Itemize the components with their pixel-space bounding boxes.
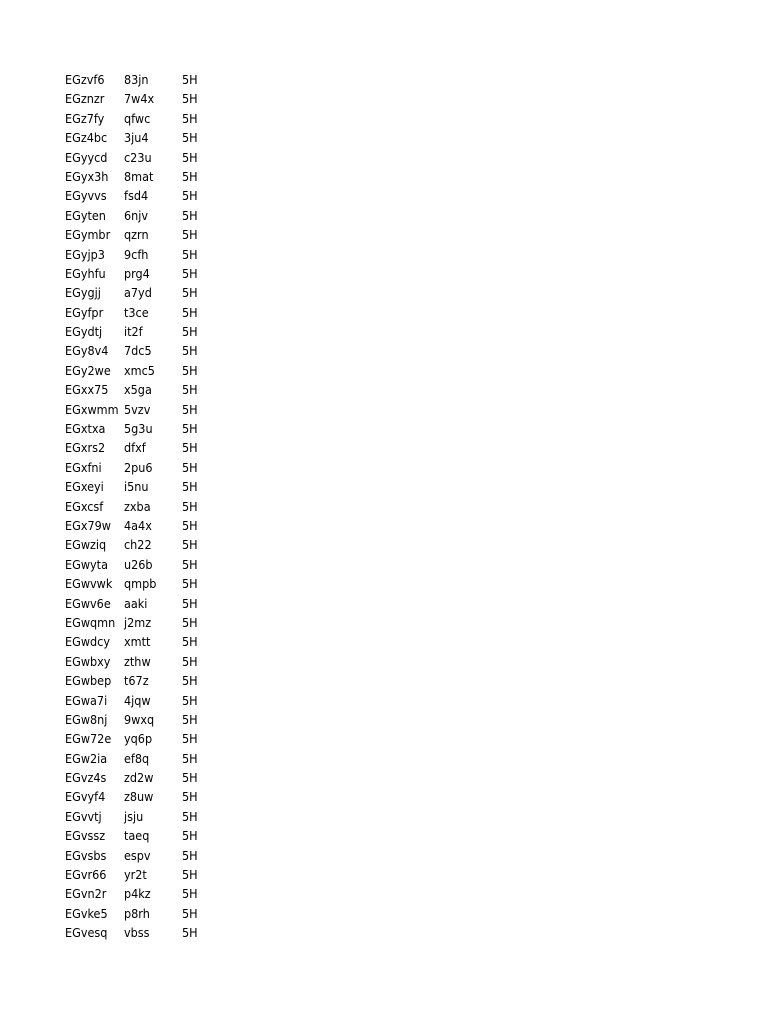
row-key-cell: x5ga: [124, 382, 152, 398]
row-value-cell: 5H: [182, 517, 198, 533]
row-value-cell: 5H: [182, 72, 198, 87]
row-code-cell: EGwv6e: [65, 595, 111, 611]
row-value-cell: 5H: [182, 285, 198, 301]
row-code-cell: EGymbr: [65, 227, 111, 243]
row-key-cell: 4a4x: [124, 517, 152, 533]
row-key-cell: jsju: [124, 808, 144, 824]
row-value-cell: 5H: [182, 401, 198, 417]
row-key-cell: 2pu6: [124, 459, 153, 475]
row-code-cell: EGxx75: [65, 382, 109, 398]
row-code-cell: EGw8nj: [65, 711, 108, 727]
row-value-cell: 5H: [182, 673, 198, 689]
row-key-cell: espv: [124, 847, 151, 863]
row-value-cell: 5H: [182, 653, 198, 669]
row-code-cell: EGyx3h: [65, 168, 109, 184]
row-key-cell: fsd4: [124, 188, 149, 204]
row-code-cell: EGyjp3: [65, 246, 105, 262]
row-code-cell: EGwbep: [65, 673, 112, 689]
row-code-cell: EGyvvs: [65, 188, 107, 204]
row-key-cell: p8rh: [124, 905, 150, 921]
row-key-cell: dfxf: [124, 440, 146, 456]
row-key-cell: it2f: [124, 324, 143, 340]
row-value-cell: 5H: [182, 789, 198, 805]
row-value-cell: 5H: [182, 227, 198, 243]
row-key-cell: c23u: [124, 149, 152, 165]
row-code-cell: EGvyf4: [65, 789, 106, 805]
row-key-cell: 7dc5: [124, 343, 152, 359]
row-code-cell: EGxeyi: [65, 479, 104, 495]
row-key-cell: xmc5: [124, 362, 155, 378]
row-value-cell: 5H: [182, 808, 198, 824]
row-code-cell: EGxwmm: [65, 401, 119, 417]
row-value-cell: 5H: [182, 886, 198, 902]
row-key-cell: i5nu: [124, 479, 149, 495]
row-key-cell: 6njv: [124, 207, 149, 223]
row-key-cell: zthw: [124, 653, 151, 669]
row-key-cell: p4kz: [124, 886, 151, 902]
row-value-cell: 5H: [182, 847, 198, 863]
row-key-cell: vbss: [124, 925, 150, 941]
row-code-cell: EGyfpr: [65, 304, 104, 320]
row-value-cell: 5H: [182, 556, 198, 572]
row-code-cell: EGvr66: [65, 867, 107, 883]
row-key-cell: prg4: [124, 265, 150, 281]
row-value-cell: 5H: [182, 304, 198, 320]
row-value-cell: 5H: [182, 711, 198, 727]
row-key-cell: ef8q: [124, 750, 150, 766]
row-code-cell: EGvssz: [65, 828, 106, 844]
row-key-cell: qmpb: [124, 576, 157, 592]
row-code-cell: EGz7fy: [65, 110, 105, 126]
row-value-cell: 5H: [182, 479, 198, 495]
row-code-cell: EGy8v4: [65, 343, 109, 359]
row-value-cell: 5H: [182, 925, 198, 941]
row-code-cell: EGznzr: [65, 91, 105, 107]
row-value-cell: 5H: [182, 324, 198, 340]
row-key-cell: 83jn: [124, 72, 149, 87]
row-code-cell: EGx79w: [65, 517, 111, 533]
row-value-cell: 5H: [182, 91, 198, 107]
row-code-cell: EGwdcy: [65, 634, 110, 650]
row-key-cell: xmtt: [124, 634, 151, 650]
row-code-cell: EGz4bc: [65, 130, 108, 146]
row-value-cell: 5H: [182, 130, 198, 146]
row-code-cell: EGw72e: [65, 731, 112, 747]
row-key-cell: yr2t: [124, 867, 147, 883]
row-code-cell: EGwa7i: [65, 692, 108, 708]
row-code-cell: EGwvwk: [65, 576, 113, 592]
row-value-cell: 5H: [182, 576, 198, 592]
row-value-cell: 5H: [182, 246, 198, 262]
row-key-cell: zxba: [124, 498, 151, 514]
row-value-cell: 5H: [182, 110, 198, 126]
row-value-cell: 5H: [182, 750, 198, 766]
row-key-cell: 9wxq: [124, 711, 155, 727]
row-value-cell: 5H: [182, 634, 198, 650]
row-value-cell: 5H: [182, 207, 198, 223]
row-code-cell: EGydtj: [65, 324, 103, 340]
row-value-cell: 5H: [182, 828, 198, 844]
row-code-cell: EGwbxy: [65, 653, 111, 669]
row-key-cell: taeq: [124, 828, 150, 844]
row-code-cell: EGvesq: [65, 925, 108, 941]
row-value-cell: 5H: [182, 770, 198, 786]
row-code-cell: EGzvf6: [65, 72, 105, 87]
row-value-cell: 5H: [182, 188, 198, 204]
row-code-cell: EGvz4s: [65, 770, 107, 786]
row-key-cell: 9cfh: [124, 246, 149, 262]
row-code-cell: EGw2ia: [65, 750, 108, 766]
row-value-cell: 5H: [182, 692, 198, 708]
row-key-cell: aaki: [124, 595, 148, 611]
row-value-cell: 5H: [182, 382, 198, 398]
row-key-cell: u26b: [124, 556, 153, 572]
row-key-cell: t3ce: [124, 304, 149, 320]
row-value-cell: 5H: [182, 421, 198, 437]
row-code-cell: EGxfni: [65, 459, 102, 475]
row-value-cell: 5H: [182, 440, 198, 456]
row-key-cell: j2mz: [124, 614, 152, 630]
row-key-cell: 5vzv: [124, 401, 151, 417]
row-value-cell: 5H: [182, 265, 198, 281]
row-key-cell: z8uw: [124, 789, 154, 805]
row-code-cell: EGxtxa: [65, 421, 106, 437]
row-value-cell: 5H: [182, 614, 198, 630]
row-key-cell: 7w4x: [124, 91, 155, 107]
row-code-cell: EGwyta: [65, 556, 108, 572]
row-value-cell: 5H: [182, 362, 198, 378]
row-key-cell: a7yd: [124, 285, 152, 301]
row-key-cell: 8mat: [124, 168, 154, 184]
row-value-cell: 5H: [182, 731, 198, 747]
row-code-cell: EGy2we: [65, 362, 111, 378]
row-key-cell: zd2w: [124, 770, 154, 786]
row-value-cell: 5H: [182, 149, 198, 165]
row-code-cell: EGvsbs: [65, 847, 107, 863]
row-value-cell: 5H: [182, 905, 198, 921]
row-code-cell: EGwziq: [65, 537, 107, 553]
row-code-cell: EGyhfu: [65, 265, 106, 281]
row-code-cell: EGxcsf: [65, 498, 104, 514]
row-key-cell: t67z: [124, 673, 149, 689]
row-code-cell: EGyycd: [65, 149, 108, 165]
row-key-cell: ch22: [124, 537, 152, 553]
row-key-cell: 5g3u: [124, 421, 153, 437]
row-value-cell: 5H: [182, 168, 198, 184]
row-code-cell: EGvn2r: [65, 886, 107, 902]
row-value-cell: 5H: [182, 867, 198, 883]
row-code-cell: EGwqmn: [65, 614, 116, 630]
row-key-cell: qfwc: [124, 110, 151, 126]
row-key-cell: qzrn: [124, 227, 149, 243]
row-code-cell: EGyten: [65, 207, 106, 223]
row-code-cell: EGygjj: [65, 285, 101, 301]
row-key-cell: 4jqw: [124, 692, 151, 708]
row-key-cell: yq6p: [124, 731, 153, 747]
row-value-cell: 5H: [182, 537, 198, 553]
row-value-cell: 5H: [182, 498, 198, 514]
row-code-cell: EGxrs2: [65, 440, 106, 456]
row-key-cell: 3ju4: [124, 130, 149, 146]
row-code-cell: EGvke5: [65, 905, 108, 921]
row-value-cell: 5H: [182, 459, 198, 475]
row-code-cell: EGvvtj: [65, 808, 102, 824]
row-value-cell: 5H: [182, 595, 198, 611]
row-value-cell: 5H: [182, 343, 198, 359]
